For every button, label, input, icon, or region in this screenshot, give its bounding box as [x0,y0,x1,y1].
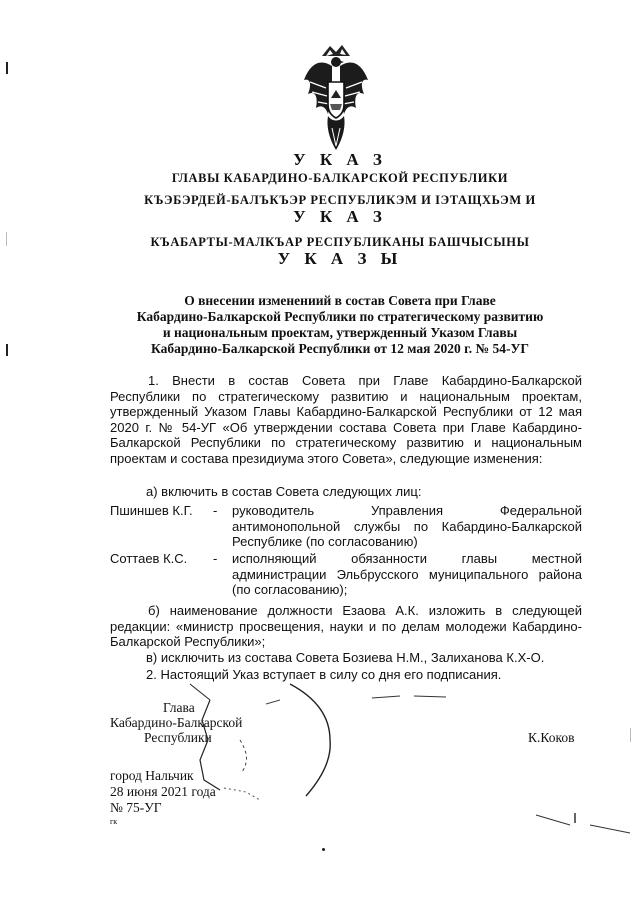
signer-name: К.Коков [528,730,575,745]
item-a: а) включить в состав Совета следующих лиц: [146,484,422,499]
member-name: Пшиншев К.Г. [110,503,193,518]
decree-title-balkar: У К А З Ы [277,249,403,268]
subject-line: О внесении изменениий в состав Совета при Главе [184,293,496,308]
margin-mark [6,62,8,74]
margin-mark [6,344,8,356]
decree-title: У К А З [293,150,387,169]
decree-number: № 75-УГ [110,800,162,815]
footer-mark: гк [110,817,118,826]
signer-title-2: Кабардино-Балкарской [110,715,243,730]
member-position: исполняющий обязанности главы местной администрации Эльбрусского муниципального района (по согласованию); [232,551,582,597]
signing-date: 28 июня 2021 года [110,784,216,799]
member-position: руководитель Управления Федеральной антимонопольной службы по Кабардино-Балкарской Республике (по согласованию) [232,503,582,549]
paragraph-1: 1. Внести в состав Совета при Главе Кабардино-Балкарской Республики по стратегическому развитию и национальным проектам, утвержденный Указом Главы Кабардино-Балкарской Республики от 12 мая 2020 г. № 54-УГ «Об утверждении состава Совета при Главе Кабардино-Балкарской Республики по стратегическому развитию и национальным проектам и состава президиума этого Совета», следующие изменения: [110,373,582,466]
coat-of-arms-icon [300,42,372,154]
signer-title-3: Республики [144,730,212,745]
paragraph-2: 2. Настоящий Указ вступает в силу со дня его подписания. [146,667,502,682]
item-b: б) наименование должности Езаова А.К. изложить в следующей редакции: «министр просвещения, науки и по делам молодежи Кабардино-Балкарской Республики»; [110,603,582,649]
scan-mark [530,805,640,845]
issuer-balkar: КЪАБАРТЫ-МАЛКЪАР РЕСПУБЛИКАНЫ БАШЧЫСЫНЫ [150,235,530,249]
subject-line: и национальным проектам, утвержденный Указом Главы [162,325,518,340]
signature-stroke [370,690,450,704]
member-name: Соттаев К.С. [110,551,188,566]
decree-title-kabardian: У К А З [293,207,387,226]
margin-mark [630,728,631,742]
issuer-russian: ГЛАВЫ КАБАРДИНО-БАЛКАРСКОЙ РЕСПУБЛИКИ [171,171,509,185]
subject-line: Кабардино-Балкарской Республики от 12 мая 2020 г. № 54-УГ [151,341,529,356]
subject-line: Кабардино-Балкарской Республики по стратегическому развитию [136,309,544,324]
scan-dot [322,848,325,851]
issuer-kabardian: КЪЭБЭРДЕЙ-БАЛЪКЪЭР РЕСПУБЛИКЭМ И ІЭТАЩХЬЭМ И [144,193,536,207]
decree-subject [100,293,580,357]
member-dash: - [213,503,218,518]
signer-title-1: Глава [163,700,195,715]
item-v: в) исключить из состава Совета Бозиева Н.М., Залиханова К.Х-О. [146,650,545,665]
place-of-signing: город Нальчик [110,768,194,783]
member-dash: - [213,551,218,566]
handwritten-signature-icon [180,680,360,810]
margin-mark [6,232,7,246]
